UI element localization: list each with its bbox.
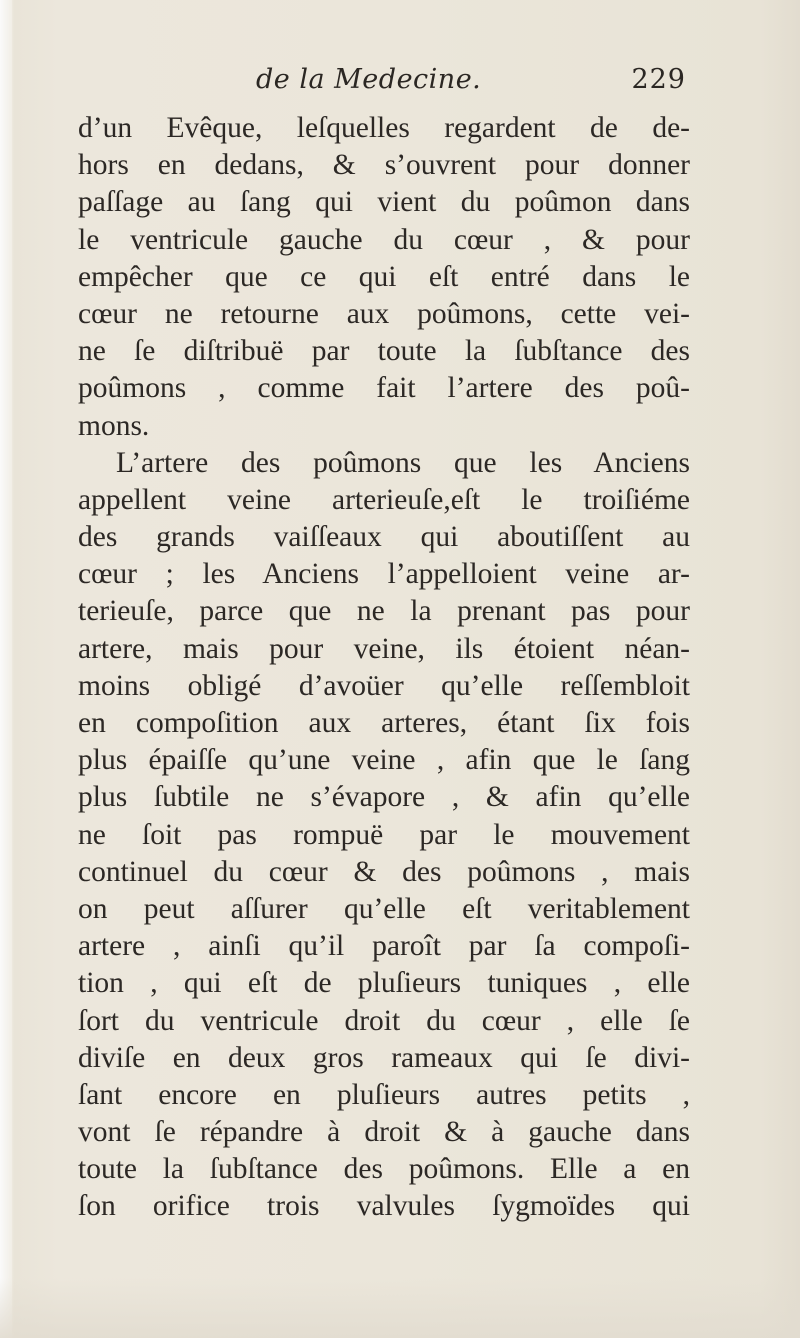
text-line: paſſage au ſang qui vient du poûmon dans — [78, 186, 690, 219]
text-line: cœur ne retourne aux poûmons, cette vei- — [78, 297, 690, 330]
text-line: plus ſubtile ne s’évapore , & afin qu’elle — [78, 781, 690, 814]
text-line: moins obligé d’avoüer qu’elle reſſembloit — [78, 669, 690, 702]
text-line: le ventricule gauche du cœur , & pour — [78, 223, 690, 256]
running-head-title: de la Medecine. — [256, 64, 482, 95]
text-line: toute la ſubſtance des poûmons. Elle a en — [78, 1153, 690, 1186]
page-number: 229 — [631, 64, 686, 95]
text-line: ne ſoit pas rompuë par le mouvement — [78, 818, 690, 851]
body-text — [78, 110, 690, 1226]
text-line: ſant encore en pluſieurs autres petits , — [78, 1078, 690, 1111]
text-line: empêcher que ce qui eſt entré dans le — [78, 260, 690, 293]
text-line: on peut aſſurer qu’elle eſt veritablement — [78, 892, 690, 925]
running-head — [80, 64, 690, 108]
text-line: appellent veine arterieuſe,eſt le troiſiéme — [78, 483, 690, 516]
text-line: ne ſe diſtribuë par toute la ſubſtance des — [78, 335, 690, 368]
text-line: cœur ; les Anciens l’appelloient veine ar- — [78, 558, 690, 591]
text-line: d’un Evêque, leſquelles regardent de de- — [78, 112, 690, 144]
paragraph-end-line: mons. — [78, 409, 150, 442]
text-line: diviſe en deux gros rameaux qui ſe divi- — [78, 1041, 690, 1074]
text-line: ſort du ventricule droit du cœur , elle ſe — [78, 1004, 690, 1037]
paragraph-first-line: L’artere des poûmons que les Anciens — [116, 446, 690, 479]
page-bottom-shading — [0, 1278, 800, 1338]
text-line: tion , qui eſt de pluſieurs tuniques , elle — [78, 967, 690, 1000]
text-line: hors en dedans, & s’ouvrent pour donner — [78, 149, 690, 182]
text-line: vont ſe répandre à droit & à gauche dans — [78, 1116, 690, 1149]
text-line: ſon orifice trois valvules ſygmoïdes qui — [78, 1190, 690, 1223]
text-line: en compoſition aux arteres, étant ſix fois — [78, 707, 690, 739]
text-line: des grands vaiſſeaux qui aboutiſſent au — [78, 521, 690, 554]
text-line: terieuſe, parce que ne la prenant pas pour — [78, 595, 690, 628]
text-line: artere , ainſi qu’il paroît par ſa compoſi- — [78, 930, 690, 963]
page-edge — [0, 0, 12, 1338]
text-line: artere, mais pour veine, ils étoient néan- — [78, 632, 690, 665]
text-line: plus épaiſſe qu’une veine , afin que le ſang — [78, 744, 690, 777]
text-line: poûmons , comme fait l’artere des poû- — [78, 372, 690, 405]
text-line: continuel du cœur & des poûmons , mais — [78, 855, 690, 888]
